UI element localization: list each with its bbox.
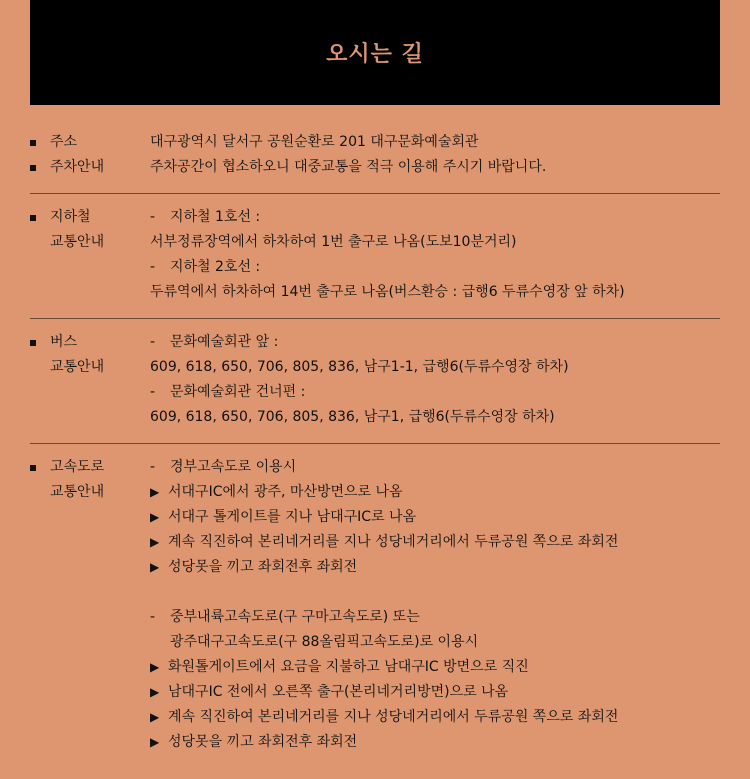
route-step: 계속 직진하여 본리네거리를 지나 성당네거리에서 두류공원 쪽으로 좌회전 <box>168 534 619 550</box>
address-row <box>30 130 720 155</box>
parking-value: 주차공간이 협소하오니 대중교통을 적극 이용해 주시기 바랍니다. <box>150 159 547 175</box>
square-bullet-icon <box>30 165 36 171</box>
triangle-arrow-icon: ▶ <box>150 685 160 699</box>
bus-label-2: 교통안내 <box>50 359 105 375</box>
page-header <box>30 0 720 105</box>
parking-label: 주차안내 <box>50 159 105 175</box>
highway-label: 고속도로 <box>50 459 105 475</box>
bus-stop1-detail: 609, 618, 650, 706, 805, 836, 남구1-1, 급행6(두류수영장 하차) <box>150 359 569 375</box>
triangle-arrow-icon: ▶ <box>150 710 160 724</box>
subway-line2-detail: 두류역에서 하차하여 14번 출구로 나옴(버스환승 : 급행6 두류수영장 앞 하차) <box>150 284 625 300</box>
route-step: 서대구 톨게이트를 지나 남대구IC로 나옴 <box>168 509 417 525</box>
address-label: 주소 <box>50 134 78 150</box>
subway-line2-title: 지하철 2호선 : <box>170 259 261 275</box>
page-title: 오시는 길 <box>326 42 424 67</box>
subway-line1-detail: 서부정류장역에서 하차하여 1번 출구로 나옴(도보10분거리) <box>150 234 517 250</box>
square-bullet-icon <box>30 465 36 471</box>
subway-line1-title: 지하철 1호선 : <box>170 209 261 225</box>
route-step: 계속 직진하여 본리네거리를 지나 성당네거리에서 두류공원 쪽으로 좌회전 <box>168 709 619 725</box>
divider <box>30 443 720 444</box>
square-bullet-icon <box>30 140 36 146</box>
parking-row <box>30 155 720 180</box>
route-step: 남대구IC 전에서 오른쪽 출구(본리네거리방면)으로 나옴 <box>168 684 509 700</box>
triangle-arrow-icon: ▶ <box>150 510 160 524</box>
section-subway: 지하철 - 지하철 1호선 : 교통안내 서부정류장역에서 하차하여 1번 출구로 나옴(도보10분거리) - 지하철 2호선 : 두류역에서 하차하여 14번 출구로 나옴(버스환승 : 급행6 두류수영장 앞 하차) <box>30 205 720 305</box>
subway-label-2: 교통안내 <box>50 234 105 250</box>
highway-route2-title: 중부내륙고속도로(구 구마고속도로) 또는 <box>170 609 420 625</box>
section-address <box>30 130 720 180</box>
route-step: 성당못을 끼고 좌회전후 좌회전 <box>168 734 358 750</box>
triangle-arrow-icon: ▶ <box>150 485 160 499</box>
triangle-arrow-icon: ▶ <box>150 735 160 749</box>
route-step: 서대구IC에서 광주, 마산방면으로 나옴 <box>168 484 403 500</box>
square-bullet-icon <box>30 340 36 346</box>
route-step: 성당못을 끼고 좌회전후 좌회전 <box>168 559 358 575</box>
divider <box>30 318 720 319</box>
route-step: 화원톨게이트에서 요금을 지불하고 남대구IC 방면으로 직진 <box>168 659 529 675</box>
highway-route2-title-2: 광주대구고속도로(구 88올림픽고속도로)로 이용시 <box>170 634 479 650</box>
triangle-arrow-icon: ▶ <box>150 660 160 674</box>
square-bullet-icon <box>30 215 36 221</box>
section-bus: 버스 - 문화예술회관 앞 : 교통안내 609, 618, 650, 706, 805, 836, 남구1-1, 급행6(두류수영장 하차) - 문화예술회관 건너편 : 609, 618, 650, 706, 805, 836, 남구1, 급행6(두류수영장 하차) <box>30 330 720 430</box>
divider <box>30 193 720 194</box>
highway-route1-title: 경부고속도로 이용시 <box>170 459 297 475</box>
bus-stop2-title: 문화예술회관 건너편 : <box>170 384 306 400</box>
section-highway: 고속도로 - 경부고속도로 이용시 교통안내 ▶ 서대구IC에서 광주, 마산방면으로 나옴 ▶ 서대구 톨게이트를 지나 남대구IC로 나옴 ▶ 계속 직진하여 본리네거리를 지나 성당네거리에서 두류공원 쪽으로 좌회전 ▶ 성당못을 끼고 좌회전후 좌회전 - 중부내륙고속도로(구 구마고속도로) 또는 광주대구고속도로(구 88올림픽고속도로)로 이용시 ▶ 화원톨게이트에서 요금을 지불하고 남대구IC 방면으로 직진 ▶ 남대구IC 전에서 오른쪽 출구(본리네거리방면)으로 나옴 ▶ 계속 직진하여 본리네거리를 지나 성당네거리에서 두류공원 쪽으로 좌회전 ▶ 성당못을 끼고 좌회전후 좌회전 <box>30 455 720 755</box>
triangle-arrow-icon: ▶ <box>150 535 160 549</box>
address-value: 대구광역시 달서구 공원순환로 201 대구문화예술회관 <box>150 134 479 150</box>
bus-label: 버스 <box>50 334 78 350</box>
bus-stop1-title: 문화예술회관 앞 : <box>170 334 279 350</box>
triangle-arrow-icon: ▶ <box>150 560 160 574</box>
subway-label: 지하철 <box>50 209 91 225</box>
highway-label-2: 교통안내 <box>50 484 105 500</box>
bus-stop2-detail: 609, 618, 650, 706, 805, 836, 남구1, 급행6(두류수영장 하차) <box>150 409 555 425</box>
